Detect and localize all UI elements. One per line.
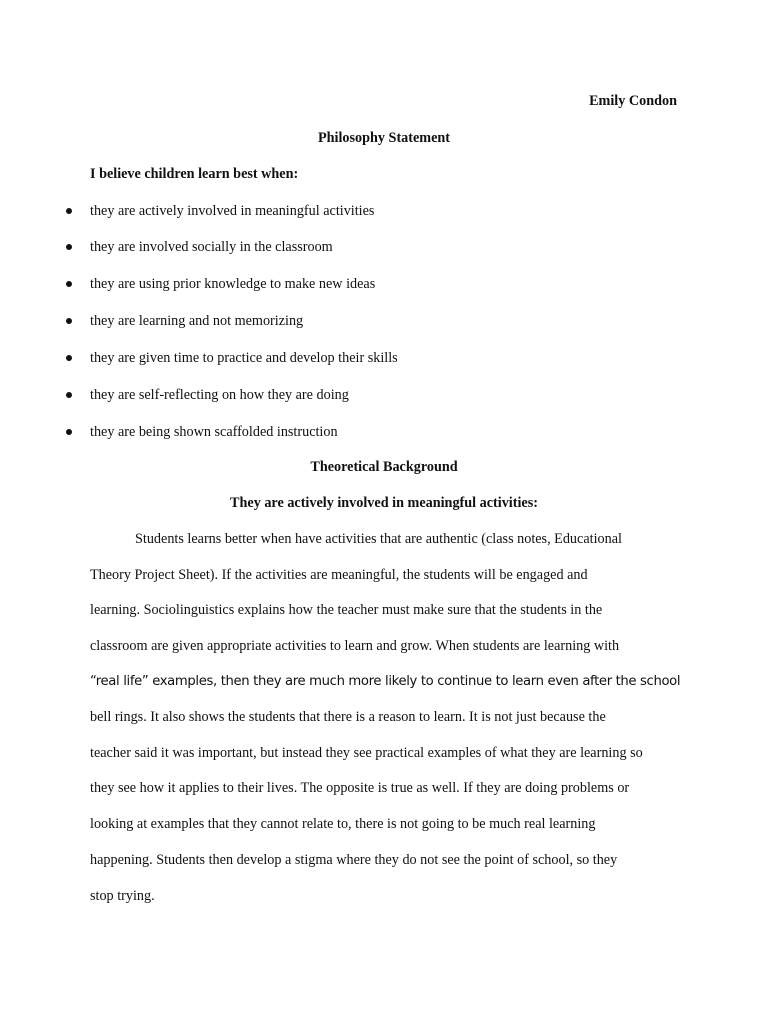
list-item: [0, 349, 700, 367]
paragraph-line: stop trying.: [90, 888, 155, 904]
list-item-text: they are actively involved in meaningful activities: [90, 203, 375, 219]
list-item: [0, 202, 700, 220]
bullet-icon: [66, 281, 72, 287]
bullet-icon: [66, 429, 72, 435]
paragraph-line: “real life” examples, then they are much more likely to continue to learn even after the school: [90, 674, 681, 689]
bullet-icon: [66, 208, 72, 214]
bullet-icon: [66, 392, 72, 398]
list-item-text: they are given time to practice and develop their skills: [90, 350, 398, 366]
intro-statement: I believe children learn best when:: [90, 166, 299, 182]
paragraph-line: they see how it applies to their lives. The opposite is true as well. If they are doing problems or: [90, 780, 630, 796]
paragraph-line: learning. Sociolinguistics explains how the teacher must make sure that the students in the: [90, 602, 603, 618]
list-item-text: they are involved socially in the classroom: [90, 239, 333, 255]
document-title: Philosophy Statement: [317, 130, 451, 146]
list-item: [0, 423, 700, 441]
list-item-text: they are being shown scaffolded instruction: [90, 424, 338, 440]
paragraph-line: Students learns better when have activities that are authentic (class notes, Educational: [135, 531, 622, 547]
paragraph-line: bell rings. It also shows the students that there is a reason to learn. It is not just because the: [90, 709, 606, 725]
subsection-heading: They are actively involved in meaningful activities:: [230, 495, 538, 511]
bullet-icon: [66, 355, 72, 361]
section-heading: Theoretical Background: [310, 459, 458, 475]
paragraph-line: classroom are given appropriate activities to learn and grow. When students are learning with: [90, 638, 620, 654]
list-item: [0, 238, 700, 256]
list-item: [0, 275, 700, 293]
list-item-text: they are using prior knowledge to make new ideas: [90, 276, 376, 292]
author-name: Emily Condon: [589, 93, 677, 109]
list-item-text: they are self-reflecting on how they are doing: [90, 387, 349, 403]
bullet-icon: [66, 244, 72, 250]
list-item: [0, 312, 700, 330]
paragraph-line: teacher said it was important, but instead they see practical examples of what they are learning so: [90, 745, 643, 761]
list-item-text: they are learning and not memorizing: [90, 313, 304, 329]
paragraph-line: happening. Students then develop a stigma where they do not see the point of school, so they: [90, 852, 618, 868]
paragraph-line: Theory Project Sheet). If the activities are meaningful, the students will be engaged and: [90, 567, 588, 583]
list-item: [0, 386, 700, 404]
paragraph-line: looking at examples that they cannot relate to, there is not going to be much real learning: [90, 816, 596, 832]
bullet-icon: [66, 318, 72, 324]
